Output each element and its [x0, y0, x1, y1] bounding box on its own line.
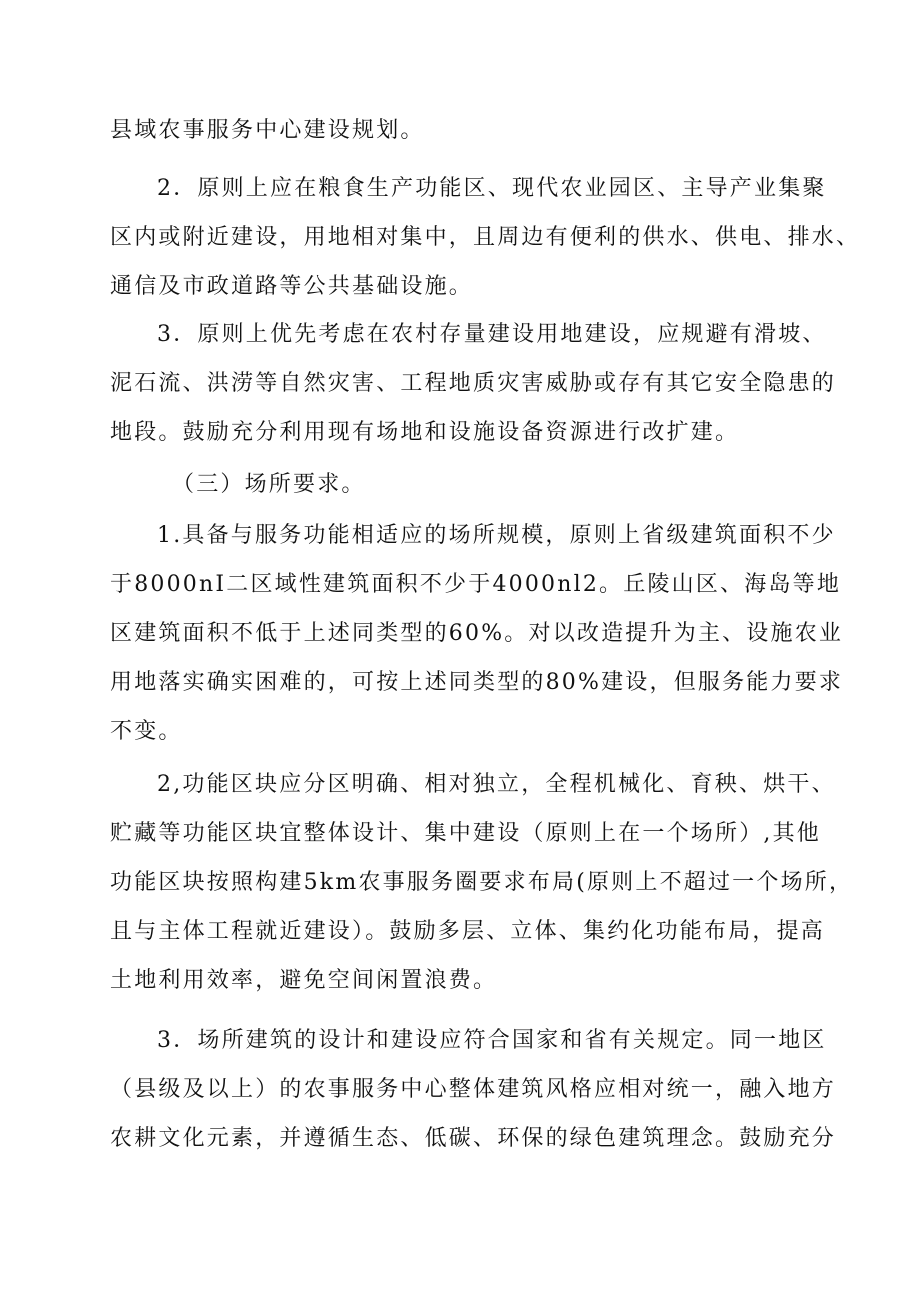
- paragraph-item-3-building-design: [110, 1016, 837, 1163]
- text-line: 2,功能区块应分区明确、相对独立，全程机械化、育秧、烘干、: [157, 772, 836, 797]
- text-line: 农耕文化元素，并遵循生态、低碳、环保的绿色建筑理念。鼓励充分: [110, 1126, 837, 1151]
- text-line: 3．场所建筑的设计和建设应符合国家和省有关规定。同一地区: [157, 1028, 827, 1053]
- text-line: 泥石流、洪涝等自然灾害、工程地质灾害威胁或存有其它安全隐患的: [110, 371, 837, 396]
- paragraph-continuation: [110, 106, 815, 155]
- text-line: 区内或附近建设，用地相对集中，且周边有便利的供水、供电、排水、: [110, 225, 861, 250]
- text-line: 地段。鼓励充分利用现有场地和设施设备资源进行改扩建。: [110, 420, 740, 445]
- section-heading: （三）场所要求。: [172, 472, 366, 497]
- text-line: 不变。: [110, 719, 183, 744]
- paragraph-item-2-function-zones: [110, 760, 854, 1005]
- text-line: （县级及以上）的农事服务中心整体建筑风格应相对统一，融入地方: [110, 1077, 837, 1102]
- text-line: 区建筑面积不低于上述同类型的60%。对以改造提升为主、设施农业: [110, 621, 844, 646]
- text-line: 贮藏等功能区块宜整体设计、集中建设（原则上在一个场所）,其他: [110, 821, 821, 846]
- text-line: 且与主体工程就近建设）。鼓励多层、立体、集约化功能布局，提高: [110, 919, 826, 944]
- text-line: 1.具备与服务功能相适应的场所规模，原则上省级建筑面积不少: [157, 523, 836, 548]
- text-line: 通信及市政道路等公共基础设施。: [110, 274, 474, 299]
- text-line: 功能区块按照构建5km农事服务圈要求布局(原则上不超过一个场所，: [110, 870, 854, 895]
- text-line: 县域农事服务中心建设规划。: [110, 118, 425, 143]
- text-line: 于8000nI二区域性建筑面积不少于4000nl2。丘陵山区、海岛等地: [110, 572, 842, 597]
- paragraph-item-1-site-scale: [110, 511, 844, 756]
- section-heading-site-requirements: [110, 460, 815, 509]
- paragraph-item-2-location: [110, 164, 861, 311]
- text-line: 用地落实确实困难的，可按上述同类型的80%建设，但服务能力要求: [110, 670, 844, 695]
- paragraph-item-3-land-use: [110, 310, 837, 457]
- text-line: 土地利用效率，避免空间闲置浪费。: [110, 968, 498, 993]
- text-line: 2．原则上应在粮食生产功能区、现代农业园区、主导产业集聚: [157, 176, 827, 201]
- text-line: 3．原则上优先考虑在农村存量建设用地建设，应规避有滑坡、: [157, 322, 827, 347]
